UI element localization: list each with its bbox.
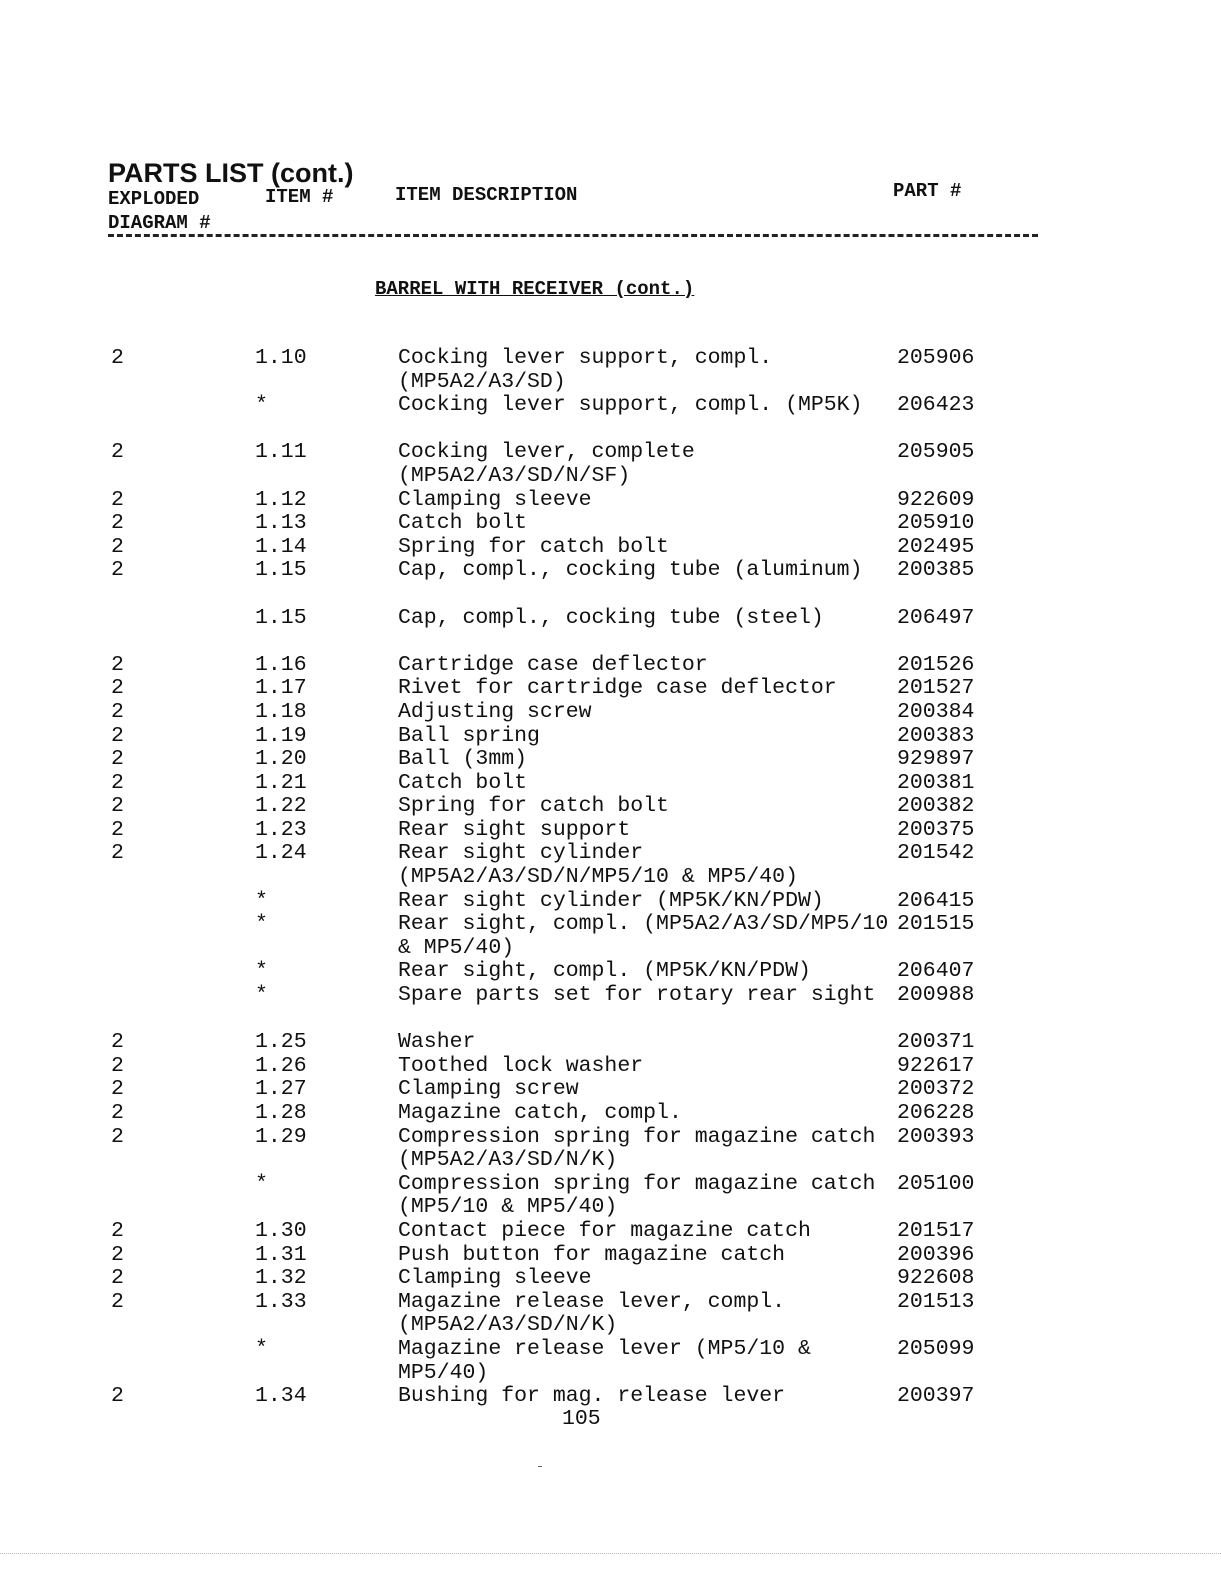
part-number: 202495	[897, 534, 975, 559]
item-number: *	[255, 959, 268, 984]
table-row	[0, 1078, 1221, 1102]
table-row	[0, 795, 1221, 819]
table-row	[0, 1267, 1221, 1291]
item-number: 1.29	[255, 1124, 307, 1149]
item-number: 1.15	[255, 605, 307, 630]
item-description: Spare parts set for rotary rear sight	[398, 983, 876, 1008]
scan-speck	[538, 1466, 542, 1467]
diagram-number: 2	[111, 1030, 124, 1055]
part-number: 922608	[897, 1266, 975, 1291]
col-header-diagram-line1: EXPLODED	[108, 188, 200, 210]
col-header-diagram-line2: DIAGRAM #	[108, 212, 211, 234]
item-number: 1.25	[255, 1030, 307, 1055]
item-description: Rear sight, compl. (MP5A2/A3/SD/MP5/10 & MP5/40)	[398, 912, 889, 960]
part-number: 922609	[897, 487, 975, 512]
diagram-number: 2	[111, 487, 124, 512]
table-row	[0, 1220, 1221, 1244]
item-description: Catch bolt	[398, 511, 528, 536]
table-row	[0, 748, 1221, 772]
item-number: 1.33	[255, 1289, 307, 1314]
diagram-number: 2	[111, 723, 124, 748]
item-description: Rear sight cylinder (MP5K/KN/PDW)	[398, 888, 824, 913]
item-number: 1.13	[255, 511, 307, 536]
part-number: 206407	[897, 959, 975, 984]
item-description: Push button for magazine catch	[398, 1242, 786, 1267]
part-number: 200381	[897, 770, 975, 795]
part-number: 200384	[897, 699, 975, 724]
table-row	[0, 725, 1221, 749]
diagram-number: 2	[111, 676, 124, 701]
table-row	[0, 1126, 1221, 1173]
item-number: *	[255, 983, 268, 1008]
item-description: Magazine release lever, compl. (MP5A2/A3/SD/N/K)	[398, 1289, 786, 1338]
item-number: 1.14	[255, 534, 307, 559]
table-row	[0, 489, 1221, 513]
table-row	[0, 890, 1221, 914]
diagram-number: 2	[111, 794, 124, 819]
table-row	[0, 1244, 1221, 1268]
item-number: 1.11	[255, 440, 307, 465]
item-description: Clamping sleeve	[398, 1266, 592, 1291]
item-number: *	[255, 888, 268, 913]
item-description: Magazine release lever (MP5/10 & MP5/40)	[398, 1336, 811, 1385]
part-number: 205906	[897, 346, 975, 370]
diagram-number: 2	[111, 699, 124, 724]
part-number: 200385	[897, 558, 975, 583]
table-row	[0, 347, 1221, 394]
item-description: Cap, compl., cocking tube (steel)	[398, 605, 824, 630]
table-row	[0, 1102, 1221, 1126]
item-number: 1.27	[255, 1077, 307, 1102]
table-row	[0, 677, 1221, 701]
table-row	[0, 536, 1221, 560]
table-row	[0, 559, 1221, 606]
item-number: 1.34	[255, 1384, 307, 1409]
diagram-number: 2	[111, 346, 124, 370]
diagram-number: 2	[111, 1289, 124, 1314]
table-row	[0, 819, 1221, 843]
item-description: Ball spring	[398, 723, 540, 748]
table-row	[0, 1338, 1221, 1385]
diagram-number: 2	[111, 1124, 124, 1149]
diagram-number: 2	[111, 440, 124, 465]
part-number: 201526	[897, 652, 975, 677]
item-description: Spring for catch bolt	[398, 534, 669, 559]
table-row	[0, 1385, 1221, 1409]
diagram-number: 2	[111, 817, 124, 842]
col-header-description: ITEM DESCRIPTION	[395, 184, 578, 206]
diagram-number: 2	[111, 1266, 124, 1291]
item-number: 1.15	[255, 558, 307, 583]
part-number: 922617	[897, 1053, 975, 1078]
table-row	[0, 984, 1221, 1031]
table-row	[0, 654, 1221, 678]
item-description: Compression spring for magazine catch (MP5/10 & MP5/40)	[398, 1171, 876, 1220]
col-header-part: PART #	[893, 180, 962, 202]
table-row	[0, 1055, 1221, 1079]
item-description: Cocking lever, complete (MP5A2/A3/SD/N/SF)	[398, 440, 695, 488]
part-number: 200383	[897, 723, 975, 748]
part-number: 200371	[897, 1030, 975, 1055]
table-row	[0, 441, 1221, 488]
item-description: Clamping screw	[398, 1077, 579, 1102]
diagram-number: 2	[111, 841, 124, 866]
diagram-number: 2	[111, 558, 124, 583]
part-number: 206497	[897, 605, 975, 630]
diagram-number: 2	[111, 1053, 124, 1078]
table-row	[0, 607, 1221, 654]
item-number: 1.18	[255, 699, 307, 724]
item-description: Rear sight support	[398, 817, 631, 842]
item-number: *	[255, 393, 268, 418]
diagram-number: 2	[111, 1218, 124, 1243]
part-number: 205905	[897, 440, 975, 465]
table-row	[0, 1173, 1221, 1220]
table-row	[0, 913, 1221, 960]
item-number: 1.30	[255, 1218, 307, 1243]
item-number: 1.19	[255, 723, 307, 748]
part-number: 200396	[897, 1242, 975, 1267]
item-number: 1.12	[255, 487, 307, 512]
part-number: 201542	[897, 841, 975, 866]
table-row	[0, 701, 1221, 725]
part-number: 929897	[897, 747, 975, 772]
table-row	[0, 842, 1221, 889]
section-title: BARREL WITH RECEIVER (cont.)	[375, 278, 695, 300]
item-number: 1.16	[255, 652, 307, 677]
table-row	[0, 772, 1221, 796]
table-row	[0, 512, 1221, 536]
part-number: 205100	[897, 1171, 975, 1196]
scan-edge-line	[0, 1553, 1221, 1554]
item-number: 1.26	[255, 1053, 307, 1078]
item-description: Cartridge case deflector	[398, 652, 708, 677]
diagram-number: 2	[111, 511, 124, 536]
item-description: Catch bolt	[398, 770, 528, 795]
item-description: Rear sight, compl. (MP5K/KN/PDW)	[398, 959, 811, 984]
item-number: *	[255, 912, 268, 937]
table-row	[0, 960, 1221, 984]
item-number: 1.10	[255, 346, 307, 370]
part-number: 206415	[897, 888, 975, 913]
diagram-number: 2	[111, 770, 124, 795]
diagram-number: 2	[111, 747, 124, 772]
header-divider	[108, 234, 1038, 237]
part-number: 206423	[897, 393, 975, 418]
diagram-number: 2	[111, 652, 124, 677]
part-number: 200382	[897, 794, 975, 819]
table-row	[0, 1291, 1221, 1338]
item-description: Spring for catch bolt	[398, 794, 669, 819]
part-number: 206228	[897, 1101, 975, 1125]
item-number: 1.17	[255, 676, 307, 701]
item-number: 1.22	[255, 794, 307, 819]
diagram-number: 2	[111, 1384, 124, 1409]
table-row	[0, 394, 1221, 441]
diagram-number: 2	[111, 1077, 124, 1102]
part-number: 201527	[897, 676, 975, 701]
item-description: Washer	[398, 1030, 476, 1055]
item-description: Rear sight cylinder (MP5A2/A3/SD/N/MP5/10 & MP5/40)	[398, 841, 798, 890]
page-title: PARTS LIST (cont.)	[108, 158, 354, 188]
item-description: Adjusting screw	[398, 699, 592, 724]
item-description: Bushing for mag. release lever	[398, 1384, 786, 1409]
diagram-number: 2	[111, 534, 124, 559]
item-number: 1.31	[255, 1242, 307, 1267]
part-number: 200375	[897, 817, 975, 842]
page-number: 105	[562, 1407, 601, 1431]
item-number: *	[255, 1336, 268, 1361]
part-number: 205099	[897, 1336, 975, 1361]
item-description: Cap, compl., cocking tube (aluminum)	[398, 558, 863, 583]
item-description: Compression spring for magazine catch (MP5A2/A3/SD/N/K)	[398, 1124, 876, 1173]
diagram-number: 2	[111, 1242, 124, 1267]
item-description: Ball (3mm)	[398, 747, 528, 772]
item-description: Toothed lock washer	[398, 1053, 644, 1078]
col-header-item: ITEM #	[265, 186, 334, 208]
item-number: 1.24	[255, 841, 307, 866]
item-description: Contact piece for magazine catch	[398, 1218, 811, 1243]
item-description: Clamping sleeve	[398, 487, 592, 512]
item-description: Cocking lever support, compl. (MP5A2/A3/SD)	[398, 346, 773, 394]
part-number: 205910	[897, 511, 975, 536]
part-number: 201515	[897, 912, 975, 937]
item-description: Magazine catch, compl.	[398, 1101, 682, 1125]
part-number: 200372	[897, 1077, 975, 1102]
item-number: *	[255, 1171, 268, 1196]
part-number: 201513	[897, 1289, 975, 1314]
part-number: 200397	[897, 1384, 975, 1409]
item-number: 1.23	[255, 817, 307, 842]
table-row	[0, 1031, 1221, 1055]
part-number: 201517	[897, 1218, 975, 1243]
item-number: 1.20	[255, 747, 307, 772]
item-number: 1.32	[255, 1266, 307, 1291]
part-number: 200393	[897, 1124, 975, 1149]
diagram-number: 2	[111, 1101, 124, 1125]
item-description: Cocking lever support, compl. (MP5K)	[398, 393, 863, 418]
item-number: 1.21	[255, 770, 307, 795]
part-number: 200988	[897, 983, 975, 1008]
item-number: 1.28	[255, 1101, 307, 1125]
parts-table	[0, 347, 1221, 1409]
item-description: Rivet for cartridge case deflector	[398, 676, 837, 701]
